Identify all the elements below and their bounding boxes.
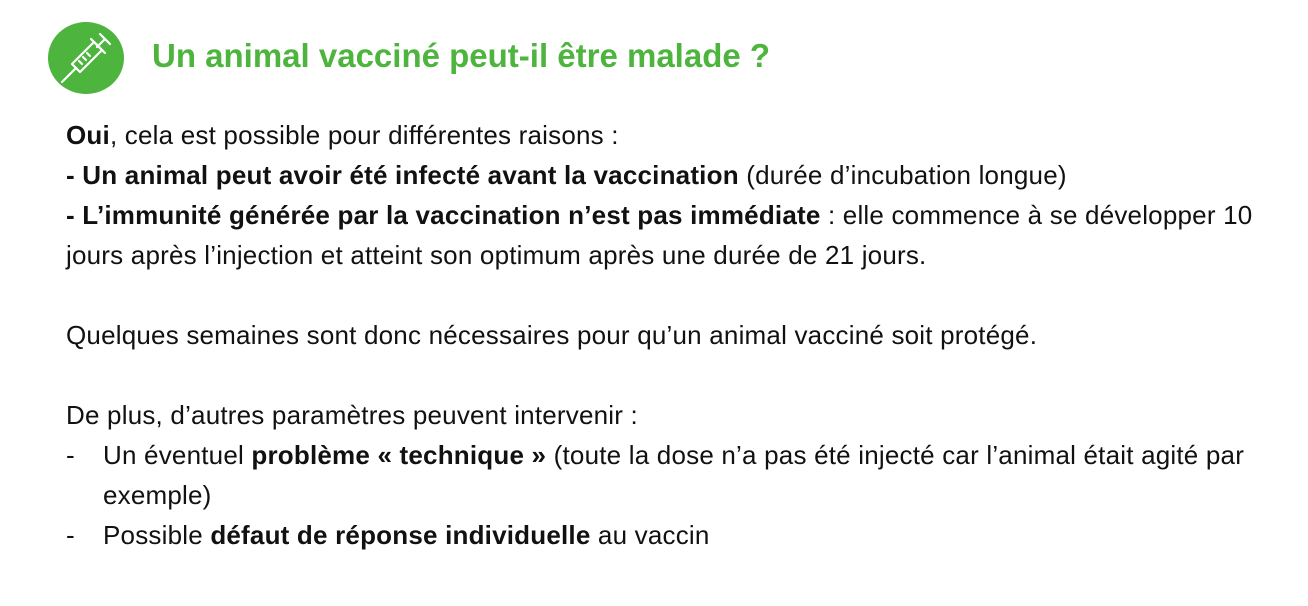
param-after: au vaccin bbox=[590, 520, 710, 550]
conclusion-text: Quelques semaines sont donc nécessaires pour qu’un animal vacciné soit protégé. bbox=[66, 320, 1038, 350]
answer-text: Oui bbox=[66, 120, 110, 150]
bullet-dash: - bbox=[66, 520, 75, 550]
reason-heading: Un animal peut avoir été infecté avant la vaccination bbox=[82, 160, 739, 190]
bullet-dash: - bbox=[66, 440, 75, 470]
body-text bbox=[66, 115, 1296, 555]
reason-bold bbox=[66, 160, 739, 190]
intro-line bbox=[66, 115, 1296, 155]
spacer bbox=[66, 275, 1296, 315]
reason-heading: L’immunité générée par la vaccination n’est pas immédiate bbox=[82, 200, 821, 230]
reason-dash: - bbox=[66, 160, 83, 190]
param-item bbox=[66, 515, 1296, 555]
spacer bbox=[66, 355, 1296, 395]
reason-dash: - bbox=[66, 200, 83, 230]
syringe-icon bbox=[48, 22, 124, 94]
reason-rest: (durée d’incubation longue) bbox=[738, 160, 1067, 190]
param-before: Possible bbox=[103, 520, 211, 550]
reason-bold bbox=[66, 200, 821, 230]
param-bold: problème « technique » bbox=[251, 440, 547, 470]
reason-item bbox=[66, 155, 1296, 195]
reason-rest: : elle commence à se développer 10 jours après l’injection et atteint son optimum après une durée de 21 jours. bbox=[66, 200, 1253, 270]
page-title: Un animal vacciné peut-il être malade ? bbox=[152, 37, 771, 74]
param-after: (toute la dose n’a pas été injecté car l’animal était agité par exemple) bbox=[103, 440, 1245, 510]
intro-rest: , cela est possible pour différentes raisons : bbox=[109, 120, 619, 150]
header bbox=[48, 22, 770, 94]
params-intro: De plus, d’autres paramètres peuvent intervenir : bbox=[66, 400, 638, 430]
reason-item bbox=[66, 195, 1296, 275]
param-item bbox=[66, 435, 1296, 515]
param-bold: défaut de réponse individuelle bbox=[210, 520, 591, 550]
param-before: Un éventuel bbox=[103, 440, 252, 470]
